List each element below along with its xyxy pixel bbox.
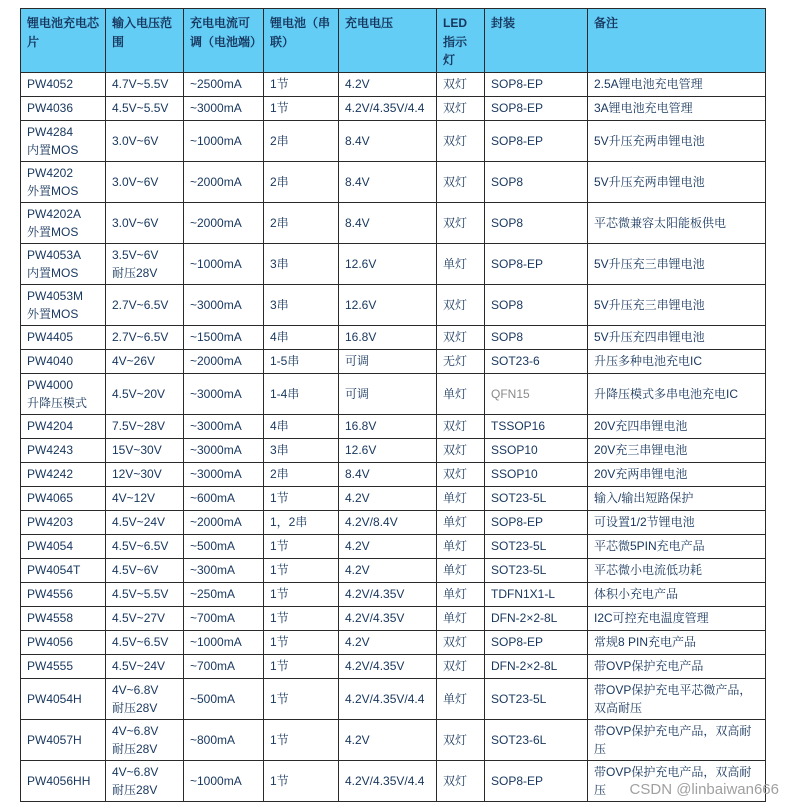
cell-cells: 1节 <box>264 606 339 630</box>
cell-led: 双灯 <box>437 284 485 325</box>
cell-chip <box>21 462 106 486</box>
cell-vcharge: 4.2V <box>339 534 437 558</box>
table-row <box>21 243 766 284</box>
cell-line: 4V~6.8V <box>112 723 159 738</box>
cell-vcharge: 8.4V <box>339 202 437 243</box>
cell-cells: 1节 <box>264 678 339 719</box>
cell-line: 外置MOS <box>27 183 79 198</box>
cell-line: PW4405 <box>27 330 74 345</box>
cell-chip <box>21 606 106 630</box>
cell-line: PW4204 <box>27 419 74 434</box>
table-header-row <box>21 9 766 73</box>
cell-chip <box>21 486 106 510</box>
cell-cells: 4串 <box>264 414 339 438</box>
table-row <box>21 462 766 486</box>
cell-line: 4.5V~5.5V <box>112 587 169 602</box>
cell-line: 外置MOS <box>27 224 79 239</box>
table-row <box>21 414 766 438</box>
cell-cells: 1节 <box>264 630 339 654</box>
cell-line: PW4000 <box>27 377 74 392</box>
cell-package: SOT23-5L <box>485 678 588 719</box>
table-row <box>21 161 766 202</box>
cell-vin <box>106 630 184 654</box>
cell-chip <box>21 96 106 120</box>
cell-line: 12V~30V <box>112 467 162 482</box>
cell-note: 5V升压充三串锂电池 <box>588 284 766 325</box>
cell-package: SOT23-5L <box>485 534 588 558</box>
cell-package: SOP8 <box>485 284 588 325</box>
cell-cells: 1节 <box>264 558 339 582</box>
cell-package: SOP8 <box>485 202 588 243</box>
cell-chip <box>21 284 106 325</box>
cell-chip <box>21 161 106 202</box>
cell-chip <box>21 630 106 654</box>
table-row <box>21 558 766 582</box>
cell-cells: 3串 <box>264 438 339 462</box>
cell-vcharge: 16.8V <box>339 414 437 438</box>
cell-line: 3.0V~6V <box>112 174 159 189</box>
cell-vcharge: 12.6V <box>339 438 437 462</box>
cell-package: DFN-2×2-8L <box>485 606 588 630</box>
cell-note: 带OVP保护充电产品，双高耐压 <box>588 760 766 801</box>
table-row <box>21 654 766 678</box>
cell-package: SOP8-EP <box>485 72 588 96</box>
cell-note: 平芯微兼容太阳能板供电 <box>588 202 766 243</box>
cell-current: ~1000mA <box>184 243 264 284</box>
cell-line: PW4040 <box>27 354 74 369</box>
cell-vin <box>106 760 184 801</box>
cell-line: PW4202A <box>27 206 82 221</box>
cell-led: 双灯 <box>437 120 485 161</box>
cell-current: ~3000mA <box>184 373 264 414</box>
cell-led: 单灯 <box>437 243 485 284</box>
cell-package: SOP8 <box>485 161 588 202</box>
cell-package: SOP8-EP <box>485 760 588 801</box>
cell-vcharge: 4.2V/4.35V <box>339 582 437 606</box>
cell-vcharge: 12.6V <box>339 284 437 325</box>
cell-line: 3.5V~6V <box>112 247 159 262</box>
cell-vcharge: 可调 <box>339 373 437 414</box>
column-header-vin: 输入电压范围 <box>106 9 184 73</box>
cell-line: PW4036 <box>27 101 74 116</box>
table-row <box>21 606 766 630</box>
cell-vcharge: 8.4V <box>339 161 437 202</box>
cell-package: DFN-2×2-8L <box>485 654 588 678</box>
cell-cells: 2串 <box>264 202 339 243</box>
cell-vcharge: 4.2V/4.35V <box>339 654 437 678</box>
cell-line: 4.5V~20V <box>112 386 166 401</box>
table-row <box>21 284 766 325</box>
cell-current: ~2000mA <box>184 161 264 202</box>
cell-note: 常规8 PIN充电产品 <box>588 630 766 654</box>
cell-chip <box>21 719 106 760</box>
cell-led: 双灯 <box>437 202 485 243</box>
cell-package: SOT23-5L <box>485 486 588 510</box>
cell-led: 双灯 <box>437 96 485 120</box>
table-row <box>21 96 766 120</box>
cell-vin <box>106 510 184 534</box>
cell-package: TSSOP16 <box>485 414 588 438</box>
cell-package: TDFN1X1-L <box>485 582 588 606</box>
cell-vin <box>106 486 184 510</box>
cell-chip <box>21 510 106 534</box>
cell-vcharge: 4.2V <box>339 558 437 582</box>
cell-line: PW4555 <box>27 659 74 674</box>
table-row <box>21 678 766 719</box>
cell-line: 4V~6.8V <box>112 682 159 697</box>
cell-led: 双灯 <box>437 414 485 438</box>
cell-led: 单灯 <box>437 558 485 582</box>
cell-chip <box>21 373 106 414</box>
cell-line: 7.5V~28V <box>112 419 166 434</box>
cell-cells: 1，2串 <box>264 510 339 534</box>
cell-line: PW4054 <box>27 539 74 554</box>
table-row <box>21 373 766 414</box>
cell-vin <box>106 243 184 284</box>
cell-note: I2C可控充电温度管理 <box>588 606 766 630</box>
cell-line: 3.0V~6V <box>112 133 159 148</box>
cell-line: PW4243 <box>27 443 74 458</box>
cell-chip <box>21 654 106 678</box>
cell-current: ~1500mA <box>184 325 264 349</box>
cell-line: PW4556 <box>27 587 74 602</box>
cell-line: PW4284 <box>27 124 74 139</box>
cell-package: SSOP10 <box>485 438 588 462</box>
cell-note: 带OVP保护充电产品 <box>588 654 766 678</box>
cell-vin <box>106 120 184 161</box>
cell-cells: 4串 <box>264 325 339 349</box>
cell-package: SOT23-5L <box>485 558 588 582</box>
cell-vin <box>106 284 184 325</box>
cell-led: 双灯 <box>437 438 485 462</box>
cell-chip <box>21 120 106 161</box>
cell-chip <box>21 582 106 606</box>
cell-current: ~3000mA <box>184 462 264 486</box>
cell-line: PW4242 <box>27 467 74 482</box>
cell-vcharge: 16.8V <box>339 325 437 349</box>
cell-chip <box>21 325 106 349</box>
cell-led: 双灯 <box>437 654 485 678</box>
cell-led: 双灯 <box>437 462 485 486</box>
cell-cells: 1节 <box>264 760 339 801</box>
cell-chip <box>21 202 106 243</box>
cell-chip <box>21 558 106 582</box>
cell-line: 15V~30V <box>112 443 162 458</box>
cell-current: ~800mA <box>184 719 264 760</box>
cell-cells: 3串 <box>264 243 339 284</box>
column-header-cells: 锂电池（串联） <box>264 9 339 73</box>
cell-line: 4.5V~6V <box>112 563 159 578</box>
cell-line: 升降压模式 <box>27 395 88 410</box>
cell-line: PW4053A <box>27 247 82 262</box>
cell-vcharge: 4.2V <box>339 719 437 760</box>
cell-package: SOP8-EP <box>485 510 588 534</box>
cell-cells: 3串 <box>264 284 339 325</box>
cell-note: 20V充两串锂电池 <box>588 462 766 486</box>
cell-cells: 1节 <box>264 72 339 96</box>
cell-vcharge: 4.2V <box>339 486 437 510</box>
table-row <box>21 202 766 243</box>
cell-cells: 1节 <box>264 654 339 678</box>
cell-line: 3.0V~6V <box>112 215 159 230</box>
cell-line: 4.5V~5.5V <box>112 101 169 116</box>
cell-line: 耐压28V <box>112 265 158 280</box>
column-header-chip: 锂电池充电芯片 <box>21 9 106 73</box>
cell-line: 4.5V~24V <box>112 515 166 530</box>
cell-note: 升降压模式多串电池充电IC <box>588 373 766 414</box>
cell-current: ~500mA <box>184 678 264 719</box>
cell-chip <box>21 72 106 96</box>
cell-current: ~2000mA <box>184 349 264 373</box>
cell-package: SOP8-EP <box>485 96 588 120</box>
cell-package: SOP8 <box>485 325 588 349</box>
cell-led: 单灯 <box>437 373 485 414</box>
cell-vcharge: 8.4V <box>339 120 437 161</box>
cell-package: SOT23-6 <box>485 349 588 373</box>
cell-led: 双灯 <box>437 325 485 349</box>
cell-line: PW4558 <box>27 611 74 626</box>
cell-current: ~300mA <box>184 558 264 582</box>
cell-current: ~500mA <box>184 534 264 558</box>
cell-vin <box>106 414 184 438</box>
cell-current: ~700mA <box>184 606 264 630</box>
cell-line: 耐压28V <box>112 700 158 715</box>
cell-vin <box>106 654 184 678</box>
cell-line: PW4052 <box>27 77 74 92</box>
cell-vin <box>106 161 184 202</box>
table-row <box>21 510 766 534</box>
cell-vcharge: 4.2V/8.4V <box>339 510 437 534</box>
cell-line: 4.7V~5.5V <box>112 77 169 92</box>
cell-line: 内置MOS <box>27 142 79 157</box>
cell-current: ~2500mA <box>184 72 264 96</box>
table-row <box>21 486 766 510</box>
cell-line: 耐压28V <box>112 741 158 756</box>
cell-vcharge: 4.2V/4.35V <box>339 606 437 630</box>
cell-note: 20V充三串锂电池 <box>588 438 766 462</box>
cell-current: ~3000mA <box>184 414 264 438</box>
cell-note: 3A锂电池充电管理 <box>588 96 766 120</box>
cell-vcharge: 4.2V/4.35V/4.4 <box>339 760 437 801</box>
cell-vin <box>106 438 184 462</box>
cell-note: 5V升压充两串锂电池 <box>588 120 766 161</box>
cell-cells: 1节 <box>264 719 339 760</box>
cell-led: 双灯 <box>437 161 485 202</box>
cell-package: SOP8-EP <box>485 243 588 284</box>
cell-current: ~2000mA <box>184 202 264 243</box>
table-row <box>21 582 766 606</box>
cell-current: ~3000mA <box>184 284 264 325</box>
column-header-note: 备注 <box>588 9 766 73</box>
cell-cells: 1节 <box>264 582 339 606</box>
cell-vcharge: 4.2V <box>339 630 437 654</box>
cell-package: SOP8-EP <box>485 630 588 654</box>
table-row <box>21 534 766 558</box>
cell-vcharge: 4.2V <box>339 72 437 96</box>
cell-note: 5V升压充两串锂电池 <box>588 161 766 202</box>
cell-package: SOP8-EP <box>485 120 588 161</box>
cell-line: 4V~12V <box>112 491 156 506</box>
cell-vin <box>106 349 184 373</box>
cell-line: PW4202 <box>27 165 74 180</box>
cell-vin <box>106 325 184 349</box>
cell-led: 单灯 <box>437 486 485 510</box>
cell-chip <box>21 438 106 462</box>
cell-package: QFN15 <box>485 373 588 414</box>
cell-vcharge: 12.6V <box>339 243 437 284</box>
column-header-package: 封装 <box>485 9 588 73</box>
cell-line: 耐压28V <box>112 782 158 797</box>
cell-current: ~1000mA <box>184 120 264 161</box>
cell-vin <box>106 202 184 243</box>
cell-package: SSOP10 <box>485 462 588 486</box>
cell-note: 体积小充电产品 <box>588 582 766 606</box>
cell-cells: 1节 <box>264 96 339 120</box>
cell-current: ~600mA <box>184 486 264 510</box>
cell-line: 4.5V~24V <box>112 659 166 674</box>
cell-vin <box>106 462 184 486</box>
cell-chip <box>21 414 106 438</box>
cell-vin <box>106 606 184 630</box>
cell-line: 4V~6.8V <box>112 764 159 779</box>
cell-chip <box>21 534 106 558</box>
cell-note: 2.5A锂电池充电管理 <box>588 72 766 96</box>
table-row <box>21 719 766 760</box>
cell-line: PW4065 <box>27 491 74 506</box>
cell-led: 双灯 <box>437 760 485 801</box>
cell-current: ~1000mA <box>184 630 264 654</box>
cell-led: 单灯 <box>437 510 485 534</box>
cell-line: PW4054T <box>27 563 81 578</box>
cell-led: 双灯 <box>437 719 485 760</box>
cell-current: ~1000mA <box>184 760 264 801</box>
cell-vin <box>106 373 184 414</box>
cell-chip <box>21 243 106 284</box>
cell-vin <box>106 558 184 582</box>
cell-line: PW4057H <box>27 732 82 747</box>
cell-line: 4.5V~27V <box>112 611 166 626</box>
cell-line: PW4203 <box>27 515 74 530</box>
table-row <box>21 349 766 373</box>
cell-note: 带OVP保护充电平芯微产品，双高耐压 <box>588 678 766 719</box>
cell-vcharge: 8.4V <box>339 462 437 486</box>
cell-line: PW4056HH <box>27 773 91 788</box>
cell-vcharge: 可调 <box>339 349 437 373</box>
cell-led: 单灯 <box>437 534 485 558</box>
cell-note: 带OVP保护充电产品，双高耐压 <box>588 719 766 760</box>
cell-line: 4.5V~6.5V <box>112 635 169 650</box>
cell-note: 5V升压充四串锂电池 <box>588 325 766 349</box>
cell-led: 单灯 <box>437 606 485 630</box>
cell-vin <box>106 96 184 120</box>
cell-current: ~700mA <box>184 654 264 678</box>
cell-note: 升压多种电池充电IC <box>588 349 766 373</box>
cell-line: 2.7V~6.5V <box>112 330 169 345</box>
table-row <box>21 120 766 161</box>
cell-vin <box>106 534 184 558</box>
cell-cells: 2串 <box>264 161 339 202</box>
cell-note: 平芯微小电流低功耗 <box>588 558 766 582</box>
cell-line: 4.5V~6.5V <box>112 539 169 554</box>
cell-vin <box>106 72 184 96</box>
cell-line: 外置MOS <box>27 306 79 321</box>
cell-led: 双灯 <box>437 630 485 654</box>
cell-note: 20V充四串锂电池 <box>588 414 766 438</box>
column-header-current: 充电电流可调（电池端） <box>184 9 264 73</box>
cell-vcharge: 4.2V/4.35V/4.4 <box>339 96 437 120</box>
column-header-led: LED指示灯 <box>437 9 485 73</box>
chip-spec-table <box>20 8 766 802</box>
cell-chip <box>21 678 106 719</box>
cell-line: PW4056 <box>27 635 74 650</box>
cell-vcharge: 4.2V/4.35V/4.4 <box>339 678 437 719</box>
cell-vin <box>106 719 184 760</box>
table-row <box>21 325 766 349</box>
cell-vin <box>106 582 184 606</box>
cell-cells: 1节 <box>264 534 339 558</box>
watermark: CSDN @linbaiwan666 <box>629 781 779 798</box>
cell-current: ~3000mA <box>184 438 264 462</box>
cell-cells: 1节 <box>264 486 339 510</box>
table-row <box>21 72 766 96</box>
cell-current: ~2000mA <box>184 510 264 534</box>
cell-led: 单灯 <box>437 582 485 606</box>
cell-line: PW4054H <box>27 691 82 706</box>
cell-line: 2.7V~6.5V <box>112 297 169 312</box>
column-header-vcharge: 充电电压 <box>339 9 437 73</box>
cell-led: 双灯 <box>437 72 485 96</box>
table-row <box>21 630 766 654</box>
cell-led: 单灯 <box>437 678 485 719</box>
cell-line: 4V~26V <box>112 354 156 369</box>
cell-note: 输入/输出短路保护 <box>588 486 766 510</box>
cell-current: ~250mA <box>184 582 264 606</box>
cell-led: 无灯 <box>437 349 485 373</box>
cell-cells: 2串 <box>264 120 339 161</box>
cell-line: 内置MOS <box>27 265 79 280</box>
cell-current: ~3000mA <box>184 96 264 120</box>
cell-vin <box>106 678 184 719</box>
cell-note: 平芯微5PIN充电产品 <box>588 534 766 558</box>
cell-line: PW4053M <box>27 288 84 303</box>
cell-cells: 1-4串 <box>264 373 339 414</box>
cell-cells: 2串 <box>264 462 339 486</box>
cell-note: 可设置1/2节锂电池 <box>588 510 766 534</box>
cell-cells: 1-5串 <box>264 349 339 373</box>
cell-chip <box>21 349 106 373</box>
cell-chip <box>21 760 106 801</box>
cell-note: 5V升压充三串锂电池 <box>588 243 766 284</box>
cell-package: SOT23-6L <box>485 719 588 760</box>
table-row <box>21 438 766 462</box>
